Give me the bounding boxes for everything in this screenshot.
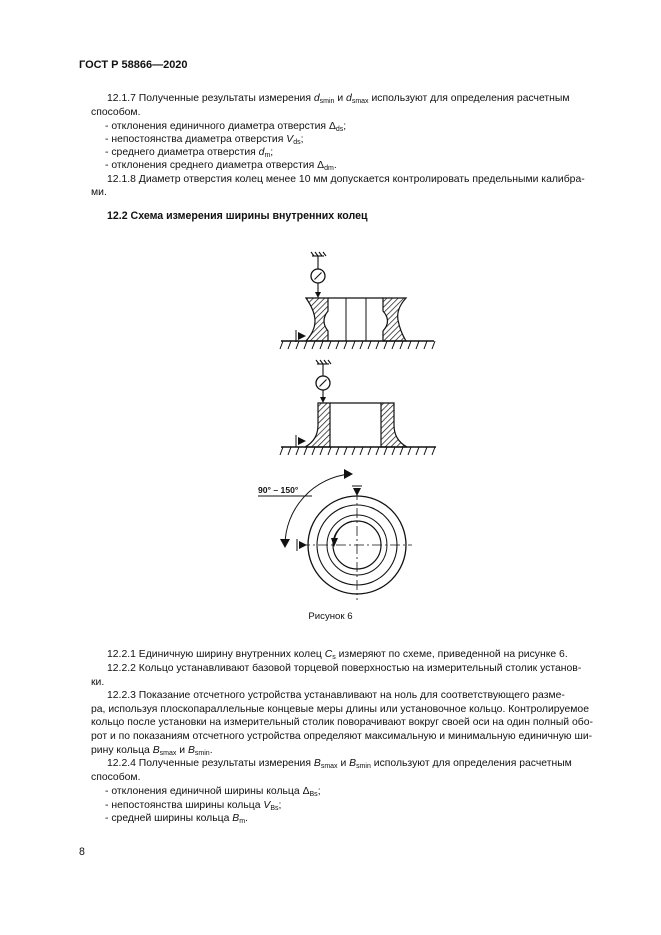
- top-side-stop-icon: [296, 330, 306, 342]
- top-contact-marker-icon: [352, 486, 362, 496]
- list-item: - отклонения среднего диаметра отверстия $\Delta_{dm}$.: [105, 160, 337, 172]
- top-gauge-mount: [311, 252, 326, 269]
- plan-view-diagram: [258, 469, 412, 600]
- top-diagram: [280, 252, 435, 349]
- angle-label: 90° – 150°: [258, 485, 299, 495]
- document-header: ГОСТ Р 58866—2020: [79, 59, 188, 71]
- middle-diagram: [280, 360, 436, 455]
- middle-gauge-mount: [316, 360, 331, 376]
- section-heading-12-2: 12.2 Схема измерения ширины внутренних колец: [107, 210, 368, 222]
- paragraph-12-2-4: 12.2.4 Полученные результаты измерения $B_{smax}$ и $B_{smin}$ используют для определения расчетным: [107, 758, 572, 770]
- top-ring-section: [306, 298, 406, 341]
- figure-caption: Рисунок 6: [308, 611, 353, 622]
- side-contact-marker-icon: [297, 539, 307, 551]
- list-item: - средней ширины кольца $B_m$.: [105, 813, 248, 825]
- paragraph-12-1-7-cont: способом.: [91, 107, 141, 118]
- paragraph-12-2-3: 12.2.3 Показание отсчетного устройства устанавливают на ноль для соответствующего разме-: [107, 690, 565, 701]
- paragraph-12-2-4-cont: способом.: [91, 772, 141, 783]
- middle-side-stop-icon: [296, 435, 306, 447]
- middle-dial-indicator-icon: [316, 376, 330, 403]
- paragraph-12-2-2: 12.2.2 Кольцо устанавливают базовой торцевой поверхностью на измерительный столик установ-: [107, 663, 582, 674]
- paragraph-12-2-1: 12.2.1 Единичную ширину внутренних колец $C_s$ измеряют по схеме, приведенной на рисунке 6.: [107, 649, 568, 661]
- middle-measuring-table: [280, 447, 436, 455]
- list-item: - отклонения единичной ширины кольца $\Delta_{Bs}$;: [105, 786, 321, 798]
- top-dial-indicator-icon: [311, 269, 325, 298]
- angle-arc: [280, 469, 353, 548]
- paragraph-12-1-8: 12.1.8 Диаметр отверстия колец менее 10 мм допускается контролировать предельными калибра-: [107, 174, 585, 185]
- list-item: - непостоянства ширины кольца $V_{Bs}$;: [105, 800, 282, 812]
- paragraph-12-2-3-line3: кольцо после установки на измерительный столик поворачивают вокруг своей оси на один полный обо-: [91, 717, 593, 728]
- list-item: - отклонения единичного диаметра отверстия $\Delta_{ds}$;: [105, 121, 347, 133]
- paragraph-12-2-2-cont: ки.: [91, 677, 105, 688]
- paragraph-12-2-3-line5: рину кольца $B_{smax}$ и $B_{smin}$.: [91, 745, 213, 757]
- top-measuring-table: [280, 341, 435, 349]
- paragraph-12-2-3-line4: рот и по показаниям отсчетного устройства определяют максимальную и минимальную единичную ши-: [91, 731, 593, 742]
- list-item: - среднего диаметра отверстия $d_m$;: [105, 147, 274, 159]
- page-number: 8: [79, 846, 85, 858]
- paragraph-12-1-7: 12.1.7 Полученные результаты измерения $d_{smin}$ и $d_{smax}$ используют для определения расчетным: [107, 93, 570, 105]
- list-item: - непостоянства диаметра отверстия $V_{ds}$;: [105, 134, 304, 146]
- middle-ring-section: [305, 403, 407, 447]
- paragraph-12-2-3-line2: ра, используя плоскопараллельные концевые меры длины или установочное кольцо. Контролируемое: [91, 704, 589, 715]
- paragraph-12-1-8-cont: ми.: [91, 187, 107, 198]
